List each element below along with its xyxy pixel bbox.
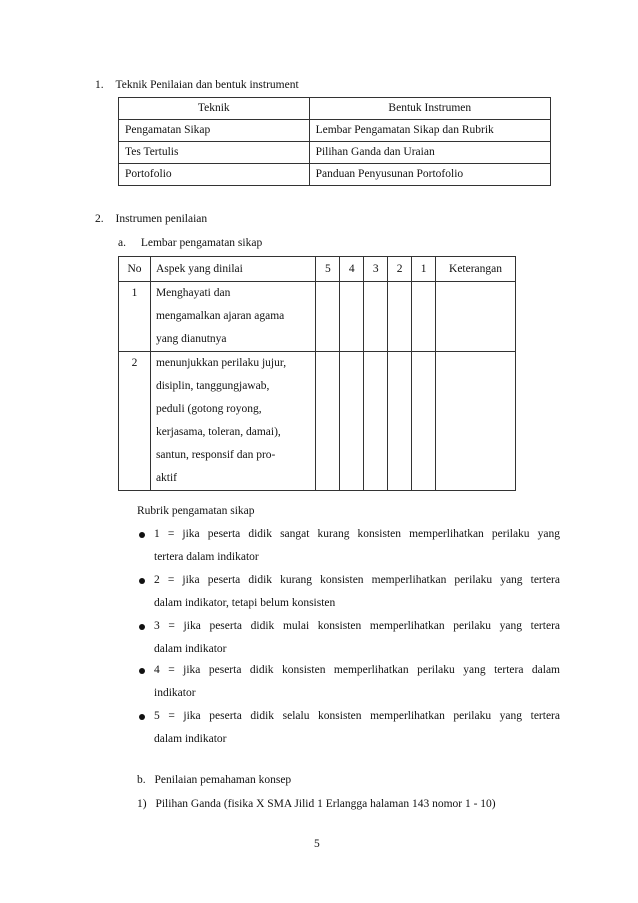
score-cell: [388, 282, 412, 352]
header-aspek: Aspek yang dinilai: [150, 257, 315, 282]
bullet-icon: [139, 624, 145, 630]
section-2-title: Instrumen penilaian: [115, 213, 208, 225]
multiple-choice-item: [137, 795, 496, 813]
rubric-line: tertera dalam indikator: [154, 551, 259, 563]
score-cell: [316, 282, 340, 352]
rubric-line: 1 = jika peserta didik sangat kurang konsisten memperlihatkan perilaku yang: [154, 528, 560, 540]
section-2-number: 2.: [95, 213, 104, 225]
score-cell: [316, 352, 340, 491]
aspect-line: Menghayati dan: [155, 287, 231, 299]
section-1-heading: [95, 76, 299, 94]
rubric-line: 3 = jika peserta didik mulai konsisten memperlihatkan perilaku yang tertera: [154, 620, 560, 632]
subsection-a-letter: a.: [118, 237, 126, 249]
table-row: [119, 282, 516, 352]
bullet-icon: [139, 668, 145, 674]
attitude-table-header: [119, 257, 516, 282]
item-number: 1): [137, 798, 147, 810]
aspect-line: menunjukkan perilaku jujur,: [155, 357, 287, 369]
subsection-b-title: Penilaian pemahaman konsep: [154, 774, 292, 786]
header-score-1: 1: [412, 257, 436, 282]
table-row: [119, 142, 551, 164]
score-cell: [340, 352, 364, 491]
section-2-heading: [95, 210, 207, 228]
subsection-b-heading: [137, 771, 291, 789]
rubric-line: indikator: [154, 687, 196, 699]
aspect-line: peduli (gotong royong,: [155, 403, 262, 415]
keterangan-cell: [436, 352, 516, 491]
technique-table-header: [119, 98, 551, 120]
table-cell: Portofolio: [119, 164, 310, 186]
header-score-2: 2: [388, 257, 412, 282]
rubric-item-text: [154, 659, 560, 705]
subsection-a-title: Lembar pengamatan sikap: [140, 237, 263, 249]
technique-table: [118, 97, 551, 186]
row-number: 2: [119, 352, 151, 491]
rubric-line: 5 = jika peserta didik selalu konsisten memperlihatkan perilaku yang tertera: [154, 710, 560, 722]
score-cell: [388, 352, 412, 491]
aspect-line: aktif: [155, 472, 178, 484]
aspect-line: santun, responsif dan pro-: [155, 449, 276, 461]
row-number: 1: [119, 282, 151, 352]
aspect-cell: [150, 282, 315, 352]
header-score-3: 3: [364, 257, 388, 282]
aspect-line: kerjasama, toleran, damai),: [155, 426, 281, 438]
table-row: [119, 164, 551, 186]
page-number: 5: [314, 838, 320, 850]
rubric-title: Rubrik pengamatan sikap: [137, 505, 255, 517]
score-cell: [364, 282, 388, 352]
keterangan-cell: [436, 282, 516, 352]
table-cell: Lembar Pengamatan Sikap dan Rubrik: [309, 120, 550, 142]
rubric-line: dalam indikator: [154, 643, 227, 655]
item-text: Pilihan Ganda (fisika X SMA Jilid 1 Erlangga halaman 143 nomor 1 - 10): [155, 798, 496, 810]
rubric-item-text: [154, 615, 560, 661]
rubric-line: 4 = jika peserta didik konsisten memperlihatkan perilaku yang tertera dalam: [154, 664, 560, 676]
rubric-item-text: [154, 705, 560, 751]
header-keterangan: Keterangan: [436, 257, 516, 282]
aspect-line: yang dianutnya: [155, 333, 227, 345]
score-cell: [364, 352, 388, 491]
table-row: [119, 120, 551, 142]
attitude-observation-table: [118, 256, 516, 491]
table-row: [119, 352, 516, 491]
subsection-b-letter: b.: [137, 774, 146, 786]
header-bentuk-instrumen: Bentuk Instrumen: [309, 98, 550, 120]
header-score-4: 4: [340, 257, 364, 282]
score-cell: [412, 352, 436, 491]
rubric-item-text: [154, 569, 560, 615]
table-cell: Pengamatan Sikap: [119, 120, 310, 142]
header-score-5: 5: [316, 257, 340, 282]
header-no: No: [119, 257, 151, 282]
aspect-cell: [150, 352, 315, 491]
rubric-line: dalam indikator, tetapi belum konsisten: [154, 597, 336, 609]
table-cell: Panduan Penyusunan Portofolio: [309, 164, 550, 186]
score-cell: [340, 282, 364, 352]
aspect-line: mengamalkan ajaran agama: [155, 310, 285, 322]
score-cell: [412, 282, 436, 352]
header-teknik: Teknik: [119, 98, 310, 120]
bullet-icon: [139, 714, 145, 720]
rubric-line: dalam indikator: [154, 733, 227, 745]
rubric-item-text: [154, 523, 560, 569]
subsection-a-heading: [118, 234, 262, 252]
section-1-number: 1.: [95, 79, 104, 91]
table-cell: Tes Tertulis: [119, 142, 310, 164]
table-cell: Pilihan Ganda dan Uraian: [309, 142, 550, 164]
bullet-icon: [139, 532, 145, 538]
rubric-line: 2 = jika peserta didik kurang konsisten memperlihatkan perilaku yang tertera: [154, 574, 560, 586]
bullet-icon: [139, 578, 145, 584]
aspect-line: disiplin, tanggungjawab,: [155, 380, 270, 392]
section-1-title: Teknik Penilaian dan bentuk instrument: [115, 79, 299, 91]
